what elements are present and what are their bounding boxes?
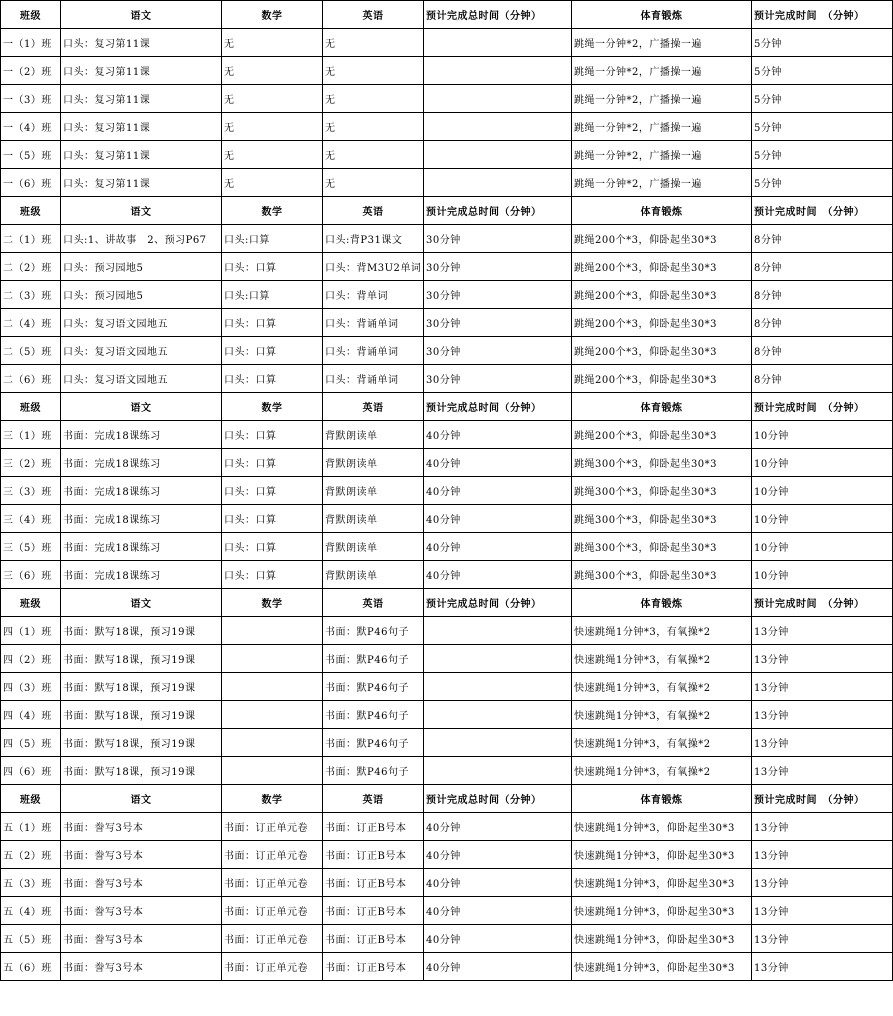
total-time-cell (424, 113, 572, 141)
class-name-cell: 五（6）班 (1, 953, 61, 981)
pe-exercise-cell: 快速跳绳1分钟*3，有氧操*2 (572, 673, 752, 701)
pe-time-cell: 13分钟 (752, 645, 893, 673)
chinese-homework-cell: 口头：复习第11课 (61, 141, 222, 169)
math-homework-cell: 无 (222, 113, 323, 141)
header-chinese: 语文 (61, 393, 222, 421)
math-homework-cell (222, 645, 323, 673)
english-homework-cell: 书面：订正B号本 (323, 869, 424, 897)
header-english: 英语 (323, 785, 424, 813)
total-time-cell: 40分钟 (424, 953, 572, 981)
header-chinese: 语文 (61, 197, 222, 225)
table-row (1, 505, 893, 533)
math-homework-cell: 书面：订正单元卷 (222, 841, 323, 869)
table-row (1, 757, 893, 785)
math-homework-cell: 口头：口算 (222, 477, 323, 505)
chinese-homework-cell: 书面：誊写3号本 (61, 925, 222, 953)
pe-time-cell: 5分钟 (752, 169, 893, 197)
pe-exercise-cell: 快速跳绳1分钟*3，有氧操*2 (572, 645, 752, 673)
math-homework-cell (222, 673, 323, 701)
english-homework-cell: 书面：默P46句子 (323, 617, 424, 645)
math-homework-cell: 无 (222, 85, 323, 113)
class-name-cell: 三（4）班 (1, 505, 61, 533)
total-time-cell: 40分钟 (424, 477, 572, 505)
pe-exercise-cell: 跳绳200个*3，仰卧起坐30*3 (572, 253, 752, 281)
english-homework-cell: 背默朗读单 (323, 561, 424, 589)
table-row (1, 477, 893, 505)
chinese-homework-cell: 书面：誊写3号本 (61, 953, 222, 981)
class-name-cell: 五（2）班 (1, 841, 61, 869)
pe-exercise-cell: 跳绳300个*3，仰卧起坐30*3 (572, 477, 752, 505)
pe-exercise-cell: 跳绳一分钟*2，广播操一遍 (572, 85, 752, 113)
class-name-cell: 一（2）班 (1, 57, 61, 85)
table-row (1, 29, 893, 57)
pe-exercise-cell: 快速跳绳1分钟*3，仰卧起坐30*3 (572, 869, 752, 897)
chinese-homework-cell: 书面：完成18课练习 (61, 505, 222, 533)
class-name-cell: 一（6）班 (1, 169, 61, 197)
chinese-homework-cell: 书面：誊写3号本 (61, 813, 222, 841)
math-homework-cell (222, 701, 323, 729)
pe-time-cell: 13分钟 (752, 813, 893, 841)
total-time-cell (424, 169, 572, 197)
english-homework-cell: 口头：背M3U2单词 (323, 253, 424, 281)
english-homework-cell: 背默朗读单 (323, 421, 424, 449)
header-class: 班级 (1, 197, 61, 225)
pe-exercise-cell: 跳绳200个*3，仰卧起坐30*3 (572, 281, 752, 309)
header-class: 班级 (1, 393, 61, 421)
table-row (1, 169, 893, 197)
math-homework-cell: 书面：订正单元卷 (222, 953, 323, 981)
pe-exercise-cell: 跳绳200个*3，仰卧起坐30*3 (572, 225, 752, 253)
table-row (1, 113, 893, 141)
table-row (1, 841, 893, 869)
total-time-cell (424, 645, 572, 673)
english-homework-cell: 书面：默P46句子 (323, 757, 424, 785)
table-row (1, 85, 893, 113)
chinese-homework-cell: 书面：完成18课练习 (61, 421, 222, 449)
pe-time-cell: 10分钟 (752, 449, 893, 477)
table-row (1, 57, 893, 85)
table-row (1, 533, 893, 561)
pe-time-cell: 13分钟 (752, 729, 893, 757)
pe-time-cell: 8分钟 (752, 225, 893, 253)
chinese-homework-cell: 口头：预习园地5 (61, 281, 222, 309)
pe-exercise-cell: 快速跳绳1分钟*3，仰卧起坐30*3 (572, 925, 752, 953)
pe-time-cell: 8分钟 (752, 337, 893, 365)
chinese-homework-cell: 口头：复习第11课 (61, 85, 222, 113)
total-time-cell: 40分钟 (424, 533, 572, 561)
header-chinese: 语文 (61, 785, 222, 813)
table-row (1, 897, 893, 925)
math-homework-cell: 口头：口算 (222, 533, 323, 561)
class-name-cell: 二（6）班 (1, 365, 61, 393)
pe-exercise-cell: 跳绳一分钟*2，广播操一遍 (572, 57, 752, 85)
header-english: 英语 (323, 393, 424, 421)
header-math: 数学 (222, 1, 323, 29)
header-pe: 体育锻炼 (572, 1, 752, 29)
header-chinese: 语文 (61, 589, 222, 617)
class-name-cell: 二（5）班 (1, 337, 61, 365)
table-row (1, 645, 893, 673)
pe-time-cell: 13分钟 (752, 953, 893, 981)
class-name-cell: 一（1）班 (1, 29, 61, 57)
math-homework-cell: 口头：口算 (222, 421, 323, 449)
total-time-cell: 40分钟 (424, 421, 572, 449)
class-name-cell: 二（4）班 (1, 309, 61, 337)
pe-exercise-cell: 跳绳200个*3，仰卧起坐30*3 (572, 421, 752, 449)
chinese-homework-cell: 书面：默写18课，预习19课 (61, 673, 222, 701)
class-name-cell: 四（3）班 (1, 673, 61, 701)
math-homework-cell: 无 (222, 29, 323, 57)
class-name-cell: 一（3）班 (1, 85, 61, 113)
total-time-cell (424, 617, 572, 645)
pe-exercise-cell: 跳绳200个*3，仰卧起坐30*3 (572, 309, 752, 337)
table-row (1, 225, 893, 253)
header-row (1, 785, 893, 813)
chinese-homework-cell: 口头：复习第11课 (61, 57, 222, 85)
header-math: 数学 (222, 197, 323, 225)
header-pe: 体育锻炼 (572, 589, 752, 617)
header-total-time: 预计完成总时间（分钟） (424, 393, 572, 421)
pe-exercise-cell: 快速跳绳1分钟*3，有氧操*2 (572, 617, 752, 645)
pe-exercise-cell: 跳绳一分钟*2，广播操一遍 (572, 113, 752, 141)
table-row (1, 337, 893, 365)
pe-time-cell: 13分钟 (752, 869, 893, 897)
table-row (1, 813, 893, 841)
table-row (1, 729, 893, 757)
pe-time-cell: 5分钟 (752, 29, 893, 57)
english-homework-cell: 口头：背诵单词 (323, 365, 424, 393)
pe-time-cell: 8分钟 (752, 253, 893, 281)
pe-exercise-cell: 跳绳300个*3，仰卧起坐30*3 (572, 449, 752, 477)
pe-time-cell: 10分钟 (752, 561, 893, 589)
english-homework-cell: 无 (323, 113, 424, 141)
math-homework-cell: 书面：订正单元卷 (222, 897, 323, 925)
total-time-cell (424, 141, 572, 169)
class-name-cell: 二（1）班 (1, 225, 61, 253)
pe-time-cell: 8分钟 (752, 281, 893, 309)
total-time-cell (424, 57, 572, 85)
class-name-cell: 三（2）班 (1, 449, 61, 477)
header-english: 英语 (323, 197, 424, 225)
pe-time-cell: 8分钟 (752, 365, 893, 393)
header-pe-time: 预计完成时间 （分钟） (752, 197, 893, 225)
english-homework-cell: 书面：订正B号本 (323, 897, 424, 925)
class-name-cell: 五（1）班 (1, 813, 61, 841)
class-name-cell: 三（3）班 (1, 477, 61, 505)
math-homework-cell: 无 (222, 141, 323, 169)
total-time-cell: 40分钟 (424, 813, 572, 841)
class-name-cell: 五（5）班 (1, 925, 61, 953)
header-class: 班级 (1, 1, 61, 29)
pe-exercise-cell: 跳绳200个*3，仰卧起坐30*3 (572, 337, 752, 365)
chinese-homework-cell: 口头：复习语文园地五 (61, 309, 222, 337)
table-row (1, 421, 893, 449)
pe-exercise-cell: 跳绳一分钟*2，广播操一遍 (572, 29, 752, 57)
pe-time-cell: 5分钟 (752, 85, 893, 113)
class-name-cell: 一（5）班 (1, 141, 61, 169)
pe-exercise-cell: 跳绳一分钟*2，广播操一遍 (572, 169, 752, 197)
chinese-homework-cell: 口头：复习第11课 (61, 29, 222, 57)
math-homework-cell: 无 (222, 169, 323, 197)
pe-time-cell: 13分钟 (752, 701, 893, 729)
class-name-cell: 四（1）班 (1, 617, 61, 645)
class-name-cell: 五（4）班 (1, 897, 61, 925)
table-row (1, 953, 893, 981)
pe-time-cell: 13分钟 (752, 673, 893, 701)
chinese-homework-cell: 书面：默写18课，预习19课 (61, 617, 222, 645)
english-homework-cell: 书面：默P46句子 (323, 673, 424, 701)
english-homework-cell: 背默朗读单 (323, 477, 424, 505)
english-homework-cell: 无 (323, 169, 424, 197)
total-time-cell (424, 673, 572, 701)
header-total-time: 预计完成总时间（分钟） (424, 197, 572, 225)
chinese-homework-cell: 口头:1、讲故事 2、预习P67 (61, 225, 222, 253)
total-time-cell (424, 729, 572, 757)
total-time-cell (424, 85, 572, 113)
pe-time-cell: 10分钟 (752, 505, 893, 533)
header-math: 数学 (222, 393, 323, 421)
math-homework-cell: 口头:口算 (222, 225, 323, 253)
chinese-homework-cell: 书面：完成18课练习 (61, 477, 222, 505)
english-homework-cell: 书面：订正B号本 (323, 925, 424, 953)
pe-time-cell: 13分钟 (752, 757, 893, 785)
math-homework-cell: 无 (222, 57, 323, 85)
pe-exercise-cell: 跳绳一分钟*2，广播操一遍 (572, 141, 752, 169)
chinese-homework-cell: 书面：誊写3号本 (61, 869, 222, 897)
math-homework-cell: 书面：订正单元卷 (222, 869, 323, 897)
pe-time-cell: 13分钟 (752, 841, 893, 869)
class-name-cell: 四（6）班 (1, 757, 61, 785)
table-row (1, 869, 893, 897)
math-homework-cell: 书面：订正单元卷 (222, 925, 323, 953)
total-time-cell: 40分钟 (424, 449, 572, 477)
header-math: 数学 (222, 785, 323, 813)
english-homework-cell: 无 (323, 29, 424, 57)
pe-exercise-cell: 快速跳绳1分钟*3，仰卧起坐30*3 (572, 813, 752, 841)
pe-exercise-cell: 快速跳绳1分钟*3，仰卧起坐30*3 (572, 897, 752, 925)
total-time-cell: 30分钟 (424, 365, 572, 393)
total-time-cell: 40分钟 (424, 561, 572, 589)
math-homework-cell (222, 617, 323, 645)
english-homework-cell: 背默朗读单 (323, 533, 424, 561)
table-body (1, 1, 893, 981)
english-homework-cell: 口头：背单词 (323, 281, 424, 309)
chinese-homework-cell: 书面：完成18课练习 (61, 561, 222, 589)
class-name-cell: 二（3）班 (1, 281, 61, 309)
pe-exercise-cell: 快速跳绳1分钟*3，有氧操*2 (572, 757, 752, 785)
header-row (1, 393, 893, 421)
class-name-cell: 二（2）班 (1, 253, 61, 281)
table-row (1, 365, 893, 393)
english-homework-cell: 口头：背诵单词 (323, 309, 424, 337)
english-homework-cell: 书面：默P46句子 (323, 701, 424, 729)
chinese-homework-cell: 口头：复习第11课 (61, 169, 222, 197)
math-homework-cell: 书面：订正单元卷 (222, 813, 323, 841)
header-row (1, 1, 893, 29)
chinese-homework-cell: 书面：完成18课练习 (61, 449, 222, 477)
english-homework-cell: 口头：背诵单词 (323, 337, 424, 365)
pe-exercise-cell: 跳绳300个*3，仰卧起坐30*3 (572, 533, 752, 561)
header-pe-time: 预计完成时间 （分钟） (752, 1, 893, 29)
pe-exercise-cell: 快速跳绳1分钟*3，有氧操*2 (572, 729, 752, 757)
table-row (1, 925, 893, 953)
math-homework-cell: 口头：口算 (222, 561, 323, 589)
pe-time-cell: 10分钟 (752, 477, 893, 505)
pe-time-cell: 5分钟 (752, 141, 893, 169)
header-pe-time: 预计完成时间 （分钟） (752, 393, 893, 421)
total-time-cell (424, 757, 572, 785)
pe-exercise-cell: 跳绳300个*3，仰卧起坐30*3 (572, 561, 752, 589)
header-english: 英语 (323, 589, 424, 617)
pe-time-cell: 5分钟 (752, 113, 893, 141)
math-homework-cell: 口头：口算 (222, 337, 323, 365)
total-time-cell: 30分钟 (424, 309, 572, 337)
english-homework-cell: 书面：订正B号本 (323, 953, 424, 981)
total-time-cell: 40分钟 (424, 869, 572, 897)
class-name-cell: 四（4）班 (1, 701, 61, 729)
total-time-cell: 30分钟 (424, 225, 572, 253)
header-class: 班级 (1, 785, 61, 813)
chinese-homework-cell: 口头：复习语文园地五 (61, 337, 222, 365)
header-pe-time: 预计完成时间 （分钟） (752, 589, 893, 617)
chinese-homework-cell: 书面：默写18课，预习19课 (61, 729, 222, 757)
total-time-cell (424, 701, 572, 729)
header-pe: 体育锻炼 (572, 393, 752, 421)
math-homework-cell: 口头：口算 (222, 449, 323, 477)
english-homework-cell: 书面：订正B号本 (323, 813, 424, 841)
table-row (1, 141, 893, 169)
header-pe: 体育锻炼 (572, 785, 752, 813)
total-time-cell: 30分钟 (424, 337, 572, 365)
english-homework-cell: 背默朗读单 (323, 505, 424, 533)
total-time-cell: 30分钟 (424, 253, 572, 281)
chinese-homework-cell: 书面：誊写3号本 (61, 897, 222, 925)
english-homework-cell: 书面：默P46句子 (323, 645, 424, 673)
math-homework-cell: 口头：口算 (222, 309, 323, 337)
header-pe-time: 预计完成时间 （分钟） (752, 785, 893, 813)
english-homework-cell: 无 (323, 85, 424, 113)
english-homework-cell: 书面：默P46句子 (323, 729, 424, 757)
total-time-cell: 40分钟 (424, 925, 572, 953)
pe-exercise-cell: 快速跳绳1分钟*3，有氧操*2 (572, 701, 752, 729)
pe-time-cell: 10分钟 (752, 533, 893, 561)
class-name-cell: 三（1）班 (1, 421, 61, 449)
chinese-homework-cell: 书面：默写18课，预习19课 (61, 757, 222, 785)
class-name-cell: 四（2）班 (1, 645, 61, 673)
pe-time-cell: 13分钟 (752, 617, 893, 645)
table-row (1, 701, 893, 729)
class-name-cell: 一（4）班 (1, 113, 61, 141)
pe-time-cell: 13分钟 (752, 897, 893, 925)
chinese-homework-cell: 口头：预习园地5 (61, 253, 222, 281)
chinese-homework-cell: 口头：复习第11课 (61, 113, 222, 141)
header-chinese: 语文 (61, 1, 222, 29)
header-english: 英语 (323, 1, 424, 29)
english-homework-cell: 无 (323, 141, 424, 169)
math-homework-cell (222, 729, 323, 757)
header-class: 班级 (1, 589, 61, 617)
total-time-cell: 30分钟 (424, 281, 572, 309)
math-homework-cell (222, 757, 323, 785)
header-total-time: 预计完成总时间（分钟） (424, 785, 572, 813)
math-homework-cell: 口头：口算 (222, 505, 323, 533)
total-time-cell: 40分钟 (424, 505, 572, 533)
chinese-homework-cell: 书面：默写18课，预习19课 (61, 701, 222, 729)
pe-exercise-cell: 跳绳200个*3，仰卧起坐30*3 (572, 365, 752, 393)
english-homework-cell: 背默朗读单 (323, 449, 424, 477)
chinese-homework-cell: 口头：复习语文园地五 (61, 365, 222, 393)
math-homework-cell: 口头：口算 (222, 365, 323, 393)
pe-exercise-cell: 快速跳绳1分钟*3，仰卧起坐30*3 (572, 953, 752, 981)
total-time-cell: 40分钟 (424, 841, 572, 869)
pe-time-cell: 13分钟 (752, 925, 893, 953)
table-row (1, 281, 893, 309)
english-homework-cell: 口头:背P31课文 (323, 225, 424, 253)
math-homework-cell: 口头：口算 (222, 253, 323, 281)
table-row (1, 253, 893, 281)
english-homework-cell: 书面：订正B号本 (323, 841, 424, 869)
english-homework-cell: 无 (323, 57, 424, 85)
pe-exercise-cell: 快速跳绳1分钟*3，仰卧起坐30*3 (572, 841, 752, 869)
table-row (1, 673, 893, 701)
class-name-cell: 四（5）班 (1, 729, 61, 757)
header-total-time: 预计完成总时间（分钟） (424, 589, 572, 617)
table-row (1, 309, 893, 337)
table-row (1, 617, 893, 645)
header-row (1, 589, 893, 617)
class-name-cell: 三（6）班 (1, 561, 61, 589)
chinese-homework-cell: 书面：完成18课练习 (61, 533, 222, 561)
total-time-cell: 40分钟 (424, 897, 572, 925)
math-homework-cell: 口头:口算 (222, 281, 323, 309)
table-row (1, 449, 893, 477)
pe-time-cell: 10分钟 (752, 421, 893, 449)
pe-time-cell: 5分钟 (752, 57, 893, 85)
chinese-homework-cell: 书面：默写18课，预习19课 (61, 645, 222, 673)
header-row (1, 197, 893, 225)
header-math: 数学 (222, 589, 323, 617)
pe-time-cell: 8分钟 (752, 309, 893, 337)
class-name-cell: 五（3）班 (1, 869, 61, 897)
class-name-cell: 三（5）班 (1, 533, 61, 561)
header-total-time: 预计完成总时间（分钟） (424, 1, 572, 29)
header-pe: 体育锻炼 (572, 197, 752, 225)
table-row (1, 561, 893, 589)
total-time-cell (424, 29, 572, 57)
chinese-homework-cell: 书面：誊写3号本 (61, 841, 222, 869)
pe-exercise-cell: 跳绳300个*3，仰卧起坐30*3 (572, 505, 752, 533)
